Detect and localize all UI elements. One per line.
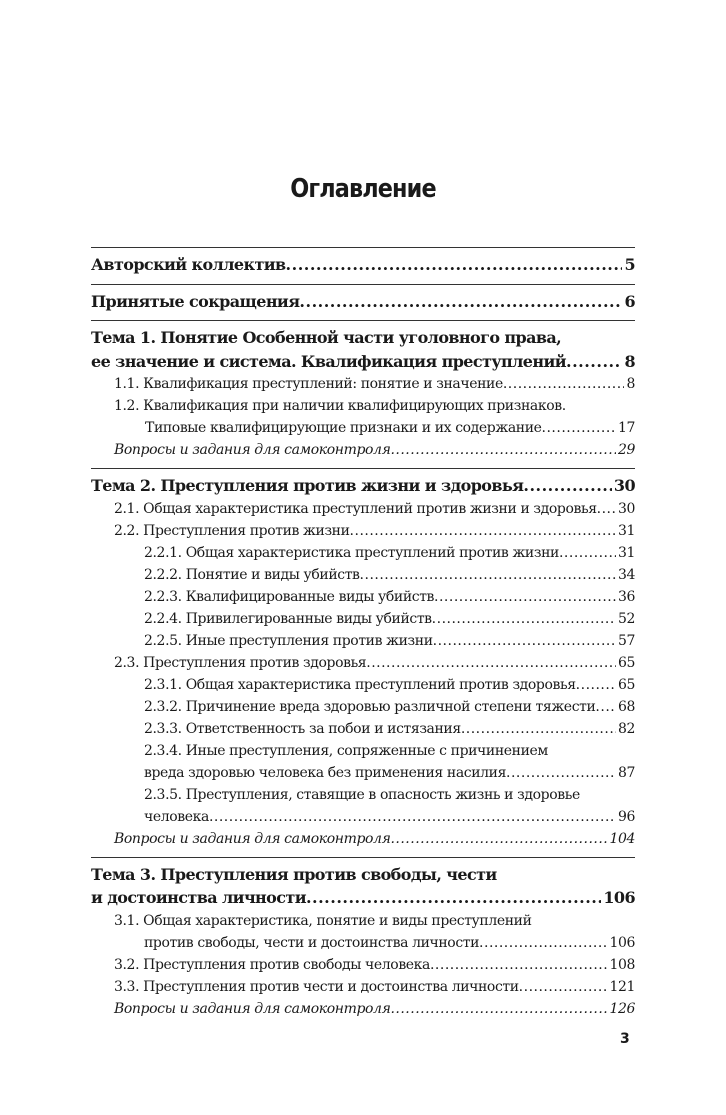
page-ref: 6 xyxy=(624,291,635,311)
toc-entry-2-3-3[interactable]: 2.3.3. Ответственность за побои и истязания ..... 82 xyxy=(91,718,635,740)
toc-entry-2-2-3[interactable]: 2.2.3. Квалифицированные виды убийств ..... 36 xyxy=(91,586,635,608)
toc-block-topic-2 xyxy=(91,469,635,857)
toc-entry-questions-3[interactable]: Вопросы и задания для самоконтроля ..... 126 xyxy=(91,998,635,1020)
page-ref: 30 xyxy=(613,476,635,495)
page-ref: 8 xyxy=(624,351,635,371)
toc-entry-authors[interactable]: Авторский коллектив ..... 5 xyxy=(91,253,635,277)
toc-entry-2-3-4[interactable]: 2.3.4. Иные преступления, сопряженные с причинением вреда здоровью человека без применения насилия ..... 87 xyxy=(91,740,635,784)
toc-block-topic-1 xyxy=(91,321,635,468)
toc-entry-2-3[interactable]: 2.3. Преступления против здоровья ..... 65 xyxy=(91,652,635,674)
page-ref: 5 xyxy=(624,255,635,274)
page-ref: 106 xyxy=(603,888,635,907)
toc-entry-2-3-5[interactable]: 2.3.5. Преступления, ставящие в опасность жизнь и здоровье человека ..... 96 xyxy=(91,784,635,828)
toc-entry-3-3[interactable]: 3.3. Преступления против чести и достоинства личности ..... 121 xyxy=(91,976,635,998)
toc-entry-2-2-1[interactable]: 2.2.1. Общая характеристика преступлений против жизни ..... 31 xyxy=(91,542,635,564)
toc-block-front-matter xyxy=(91,248,635,284)
toc-entry-3-2[interactable]: 3.2. Преступления против свободы человека ..... 108 xyxy=(91,954,635,976)
toc-entry-3-1[interactable]: 3.1. Общая характеристика, понятие и виды преступлений против свободы, чести и достоинства личности ..... 106 xyxy=(91,910,635,954)
toc-entry-topic-2[interactable]: Тема 2. Преступления против жизни и здоровья ..... 30 xyxy=(91,474,635,498)
page-title: Оглавление xyxy=(290,174,436,204)
toc-entry-topic-3[interactable]: Тема 3. Преступления против свободы, чести и достоинства личности ..... 106 xyxy=(91,863,635,910)
toc-entry-questions-2[interactable]: Вопросы и задания для самоконтроля ..... 104 xyxy=(91,828,635,850)
toc-entry-2-2-2[interactable]: 2.2.2. Понятие и виды убийств ..... 34 xyxy=(91,564,635,586)
toc-entry-2-3-1[interactable]: 2.3.1. Общая характеристика преступлений против здоровья ..... 65 xyxy=(91,674,635,696)
toc-entry-2-2-4[interactable]: 2.2.4. Привилегированные виды убийств ..... 52 xyxy=(91,608,635,630)
toc-block-topic-3 xyxy=(91,858,635,1027)
toc-entry-2-3-2[interactable]: 2.3.2. Причинение вреда здоровью различной степени тяжести ..... 68 xyxy=(91,696,635,718)
toc-entry-1-1[interactable]: 1.1. Квалификация преступлений: понятие и значение ..... 8 xyxy=(91,373,635,395)
toc-entry-abbreviations[interactable]: Принятые сокращения ..... 6 xyxy=(91,290,635,314)
toc-entry-questions-1[interactable]: Вопросы и задания для самоконтроля ..... 29 xyxy=(91,439,635,461)
toc-block-abbreviations xyxy=(91,285,635,321)
toc-entry-2-2-5[interactable]: 2.2.5. Иные преступления против жизни ..... 57 xyxy=(91,630,635,652)
page-number: 3 xyxy=(620,1031,630,1047)
toc-entry-2-1[interactable]: 2.1. Общая характеристика преступлений против жизни и здоровья ..... 30 xyxy=(91,498,635,520)
table-of-contents xyxy=(91,247,635,1027)
toc-entry-1-2[interactable]: 1.2. Квалификация при наличии квалифицирующих признаков. Типовые квалифицирующие признаки и их содержание ..... 17 xyxy=(91,395,635,439)
toc-entry-2-2[interactable]: 2.2. Преступления против жизни ..... 31 xyxy=(91,520,635,542)
toc-entry-topic-1[interactable]: Тема 1. Понятие Особенной части уголовного права, ее значение и система. Квалификация преступлений ..... 8 xyxy=(91,326,635,373)
